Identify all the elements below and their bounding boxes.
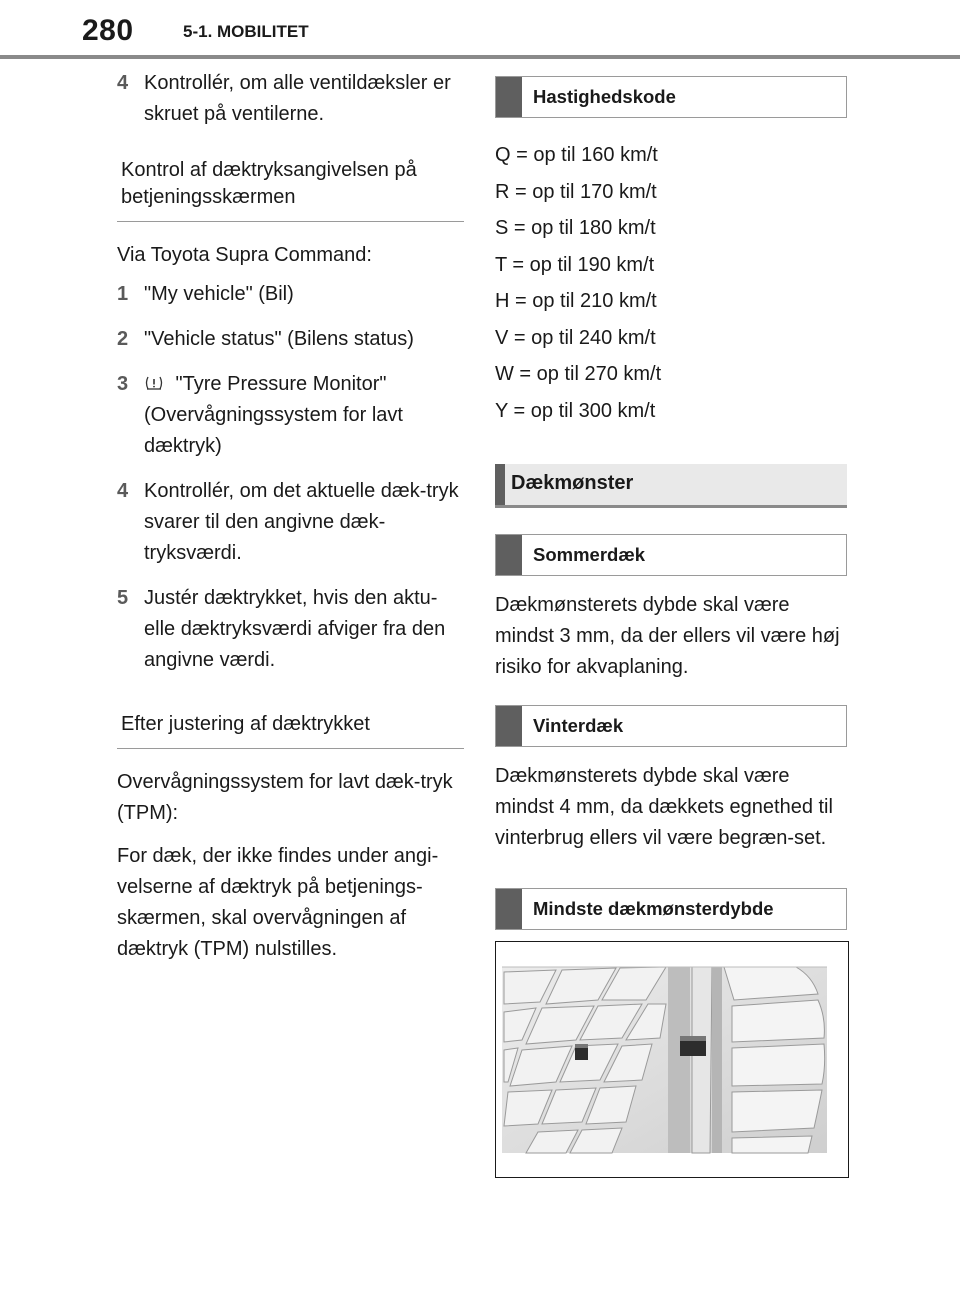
step-text: "Vehicle status" (Bilens status) bbox=[144, 328, 414, 350]
tyre-tread-illustration bbox=[495, 941, 849, 1178]
speed-code-w: W = op til 270 km/t bbox=[495, 363, 662, 385]
step-text: "My vehicle" (Bil) bbox=[144, 283, 294, 305]
tpm-paragraph: Overvågningssystem for lavt dæk-tryk (TPM): bbox=[117, 771, 453, 824]
subheading-check-display: Kontrol af dæktryksangivelsen på betjeningsskærmen bbox=[117, 144, 464, 222]
right-column bbox=[495, 76, 847, 944]
speed-code-q: Q = op til 160 km/t bbox=[495, 144, 658, 166]
step-text: "Tyre Pressure Monitor" (Overvågningssystem for lavt dæktryk) bbox=[144, 373, 403, 457]
speed-code-r: R = op til 170 km/t bbox=[495, 180, 657, 203]
step-text: Kontrollér, om det aktuelle dæk-tryk svarer til den angivne dæk-tryksværdi. bbox=[144, 480, 459, 564]
summer-tyres-heading: Sommerdæk bbox=[495, 534, 847, 576]
speed-code-v: V = op til 240 km/t bbox=[495, 326, 656, 349]
page-number: 280 bbox=[82, 14, 134, 47]
summer-tyres-text: Dækmønsterets dybde skal være mindst 3 mm, da der ellers vil være høj risiko for akvaplaning. bbox=[495, 594, 840, 678]
min-tread-depth-heading: Mindste dækmønsterdybde bbox=[495, 888, 847, 930]
step-number: 1 bbox=[117, 283, 129, 305]
step-2 bbox=[117, 324, 464, 355]
step-1 bbox=[117, 279, 464, 310]
speed-code-y: Y = op til 300 km/t bbox=[495, 399, 656, 422]
step-text: Justér dæktrykket, hvis den aktu-elle dæktryksværdi afviger fra den angivne værdi. bbox=[144, 587, 446, 671]
step-text: Kontrollér, om alle ventildæksler er skruet på ventilerne. bbox=[144, 72, 451, 125]
step-number: 5 bbox=[117, 587, 129, 609]
step-number: 4 bbox=[117, 72, 129, 94]
step-5 bbox=[117, 583, 464, 676]
speed-code-t: T = op til 190 km/t bbox=[495, 253, 655, 276]
winter-tyres-text: Dækmønsterets dybde skal være mindst 4 mm, da dækkets egnethed til vinterbrug ellers vil være begræn-set. bbox=[495, 765, 833, 849]
header-divider bbox=[0, 55, 960, 59]
speed-code-s: S = op til 180 km/t bbox=[495, 217, 656, 239]
step-4-valve-caps bbox=[117, 68, 464, 130]
step-3 bbox=[117, 369, 464, 462]
speed-code-h: H = op til 210 km/t bbox=[495, 290, 657, 312]
step-number: 3 bbox=[117, 373, 129, 395]
left-column bbox=[117, 68, 464, 977]
chapter-title: 5-1. MOBILITET bbox=[183, 22, 309, 41]
step-number: 2 bbox=[117, 328, 129, 350]
tyre-pressure-warning-icon bbox=[144, 375, 164, 391]
subheading-after-adjustment: Efter justering af dæktrykket bbox=[117, 698, 464, 749]
speed-code-heading: Hastighedskode bbox=[495, 76, 847, 118]
step-number: 4 bbox=[117, 480, 129, 502]
winter-tyres-heading: Vinterdæk bbox=[495, 705, 847, 747]
step-4 bbox=[117, 476, 464, 569]
tread-wear-indicator-icon bbox=[496, 942, 848, 1177]
tread-heading: Dækmønster bbox=[495, 464, 847, 508]
intro-text: Via Toyota Supra Command: bbox=[117, 244, 372, 266]
reset-paragraph: For dæk, der ikke findes under angi-velserne af dæktryk på betjenings-skærmen, skal overvågningen af dæktryk (TPM) nulstilles. bbox=[117, 845, 439, 960]
